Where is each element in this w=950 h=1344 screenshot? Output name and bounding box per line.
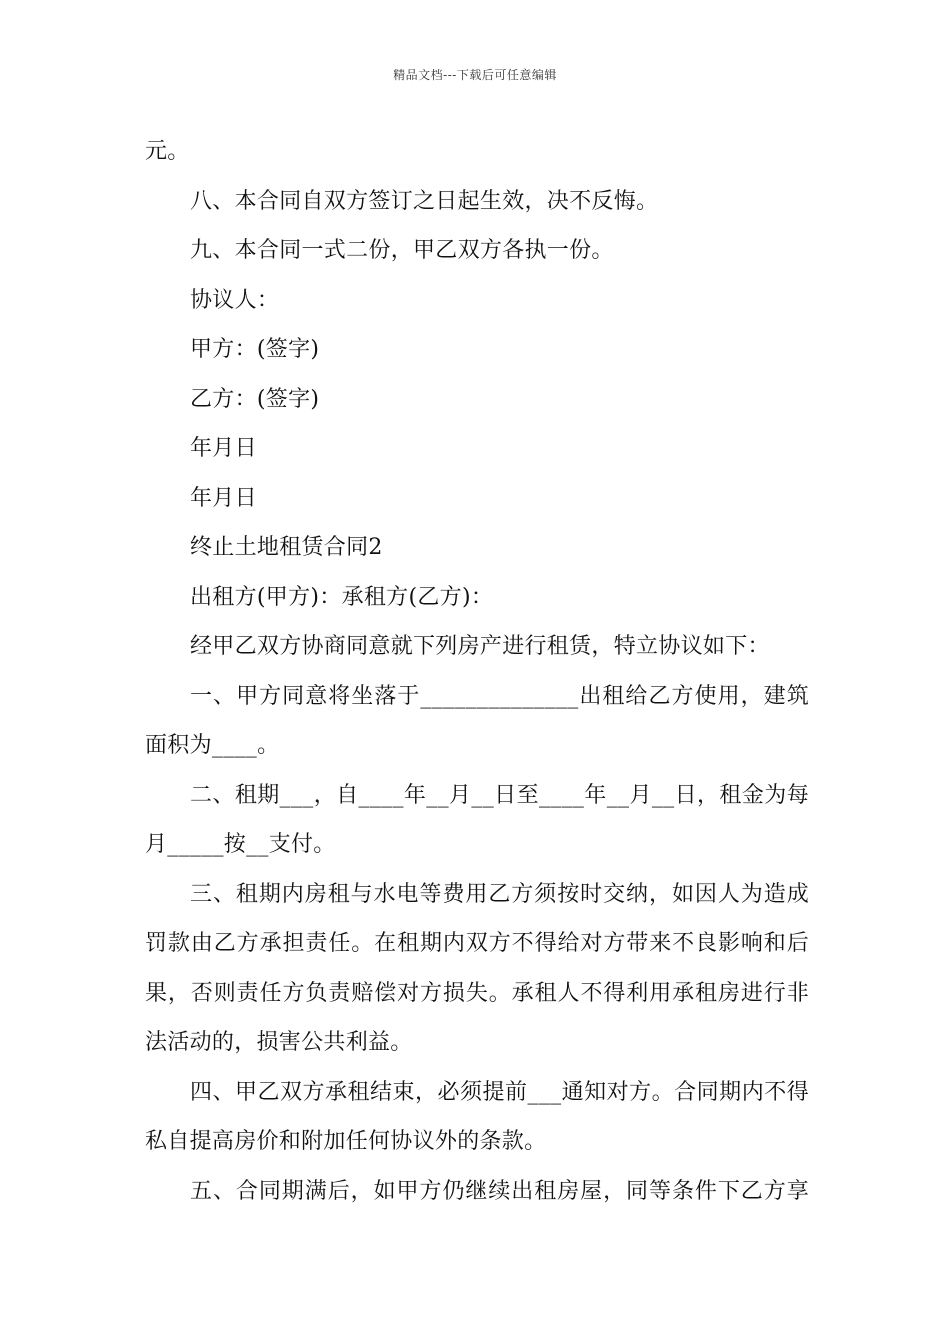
- date-line: 年月日: [190, 485, 257, 511]
- clause-two-line: 二、租期___，自____年__月__日至____年__月__日，租金为每: [190, 782, 809, 808]
- clause-four-line: 私自提高房价和附加任何协议外的条款。: [145, 1129, 547, 1154]
- party-b-signature: 乙方：(签字): [190, 386, 320, 412]
- clause-nine: 九、本合同一式二份，甲乙双方各执一份。: [190, 238, 614, 263]
- signatories-label: 协议人：: [190, 287, 280, 313]
- clause-three-line: 三、租期内房租与水电等费用乙方须按时交纳，如因人为造成: [190, 881, 809, 907]
- clause-four-line: 四、甲乙双方承租结束，必须提前___通知对方。合同期内不得: [190, 1079, 809, 1105]
- clause-eight: 八、本合同自双方签订之日起生效，决不反悔。: [190, 188, 659, 214]
- clause-five-line: 五、合同期满后，如甲方仍继续出租房屋，同等条件下乙方享: [190, 1178, 809, 1204]
- date-line: 年月日: [190, 436, 257, 461]
- page-header: 精品文档---下载后可任意编辑: [393, 68, 557, 82]
- document-body: [145, 127, 809, 1216]
- parties-line: 出租方(甲方)：承租方(乙方)：: [190, 584, 494, 610]
- clause-two-line: 月_____按__支付。: [145, 832, 336, 857]
- clause-three-line: 法活动的，损害公共利益。: [145, 1030, 413, 1055]
- party-a-signature: 甲方：(签字): [190, 337, 320, 362]
- clause-one-line: 面积为____。: [145, 733, 280, 758]
- preamble: 经甲乙双方协商同意就下列房产进行租赁，特立协议如下：: [190, 634, 770, 659]
- contract-title: 终止土地租赁合同2: [190, 535, 383, 560]
- clause-three-line: 罚款由乙方承担责任。在租期内双方不得给对方带来不良影响和后: [145, 931, 809, 956]
- clause-one-line: 一、甲方同意将坐落于______________出租给乙方使用，建筑: [190, 683, 809, 709]
- paragraph-line: 元。: [145, 139, 190, 164]
- clause-three-line: 果，否则责任方负责赔偿对方损失。承租人不得利用承租房进行非: [145, 980, 809, 1006]
